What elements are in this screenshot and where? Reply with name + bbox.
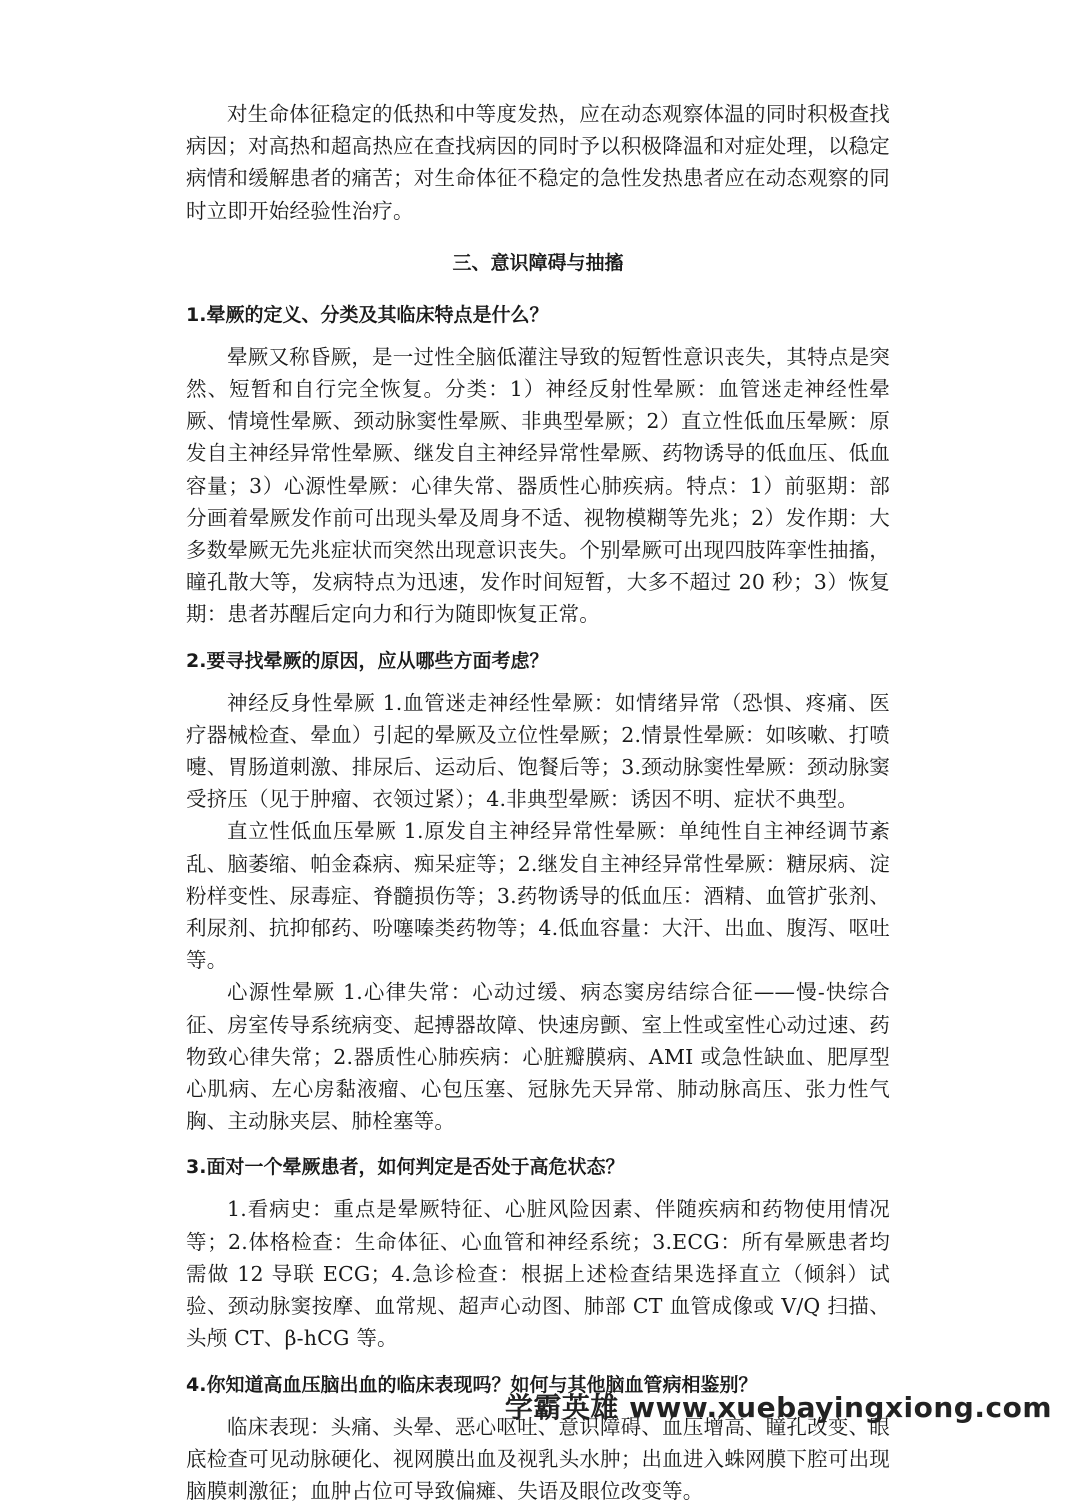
intro-paragraph: 对生命体征稳定的低热和中等度发热，应在动态观察体温的同时积极查找病因；对高热和超高热应在查找病因的同时予以积极降温和对症处理，以稳定病情和缓解患者的痛苦；对生命体征不稳定的急性发热患者应在动态观察的同时立即开始经验性治疗。	[186, 98, 890, 227]
question-3-answer: 1.看病史：重点是晕厥特征、心脏风险因素、伴随疾病和药物使用情况等；2.体格检查：生命体征、心血管和神经系统；3.ECG：所有晕厥患者均需做 12 导联 ECG；4.急诊检查：根据上述检查结果选择直立（倾斜）试验、颈动脉窦按摩、血常规、超声心动图、肺部 CT 血管成像或 V/Q 扫描、头颅 CT、β-hCG 等。	[186, 1193, 890, 1354]
question-3-title: 3.面对一个晕厥患者，如何判定是否处于高危状态？	[186, 1151, 890, 1183]
question-4-answer: 临床表现：头痛、头晕、恶心呕吐、意识障碍、血压增高、瞳孔改变、眼底检查可见动脉硬化、视网膜出血及视乳头水肿；出血进入蛛网膜下腔可出现脑膜刺激征；血肿占位可导致偏瘫、失语及眼位改变等。	[186, 1411, 890, 1507]
site-watermark: 学霸英雄 www.xuebayingxiong.com	[505, 1386, 1052, 1426]
question-2-answer-orthostatic: 直立性低血压晕厥 1.原发自主神经异常性晕厥：单纯性自主神经调节紊乱、脑萎缩、帕金森病、痴呆症等；2.继发自主神经异常性晕厥：糖尿病、淀粉样变性、尿毒症、脊髓损伤等；3.药物诱导的低血压：酒精、血管扩张剂、利尿剂、抗抑郁药、吩噻嗪类药物等；4.低血容量：大汗、出血、腹泻、呕吐等。	[186, 815, 890, 976]
question-2-title: 2.要寻找晕厥的原因，应从哪些方面考虑？	[186, 645, 890, 677]
question-1-answer: 晕厥又称昏厥，是一过性全脑低灌注导致的短暂性意识丧失，其特点是突然、短暂和自行完全恢复。分类：1）神经反射性晕厥：血管迷走神经性晕厥、情境性晕厥、颈动脉窦性晕厥、非典型晕厥；2）直立性低血压晕厥：原发自主神经异常性晕厥、继发自主神经异常性晕厥、药物诱导的低血压、低血容量；3）心源性晕厥：心律失常、器质性心肺疾病。特点：1）前驱期：部分画着晕厥发作前可出现头晕及周身不适、视物模糊等先兆；2）发作期：大多数晕厥无先兆症状而突然出现意识丧失。个别晕厥可出现四肢阵挛性抽搐，瞳孔散大等，发病特点为迅速，发作时间短暂，大多不超过 20 秒；3）恢复期：患者苏醒后定向力和行为随即恢复正常。	[186, 341, 890, 631]
question-4-title: 4.你知道高血压脑出血的临床表现吗？如何与其他脑血管病相鉴别？	[186, 1369, 890, 1401]
question-1-title: 1.晕厥的定义、分类及其临床特点是什么？	[186, 299, 890, 331]
question-2-answer-cardiac: 心源性晕厥 1.心律失常：心动过缓、病态窦房结综合征——慢-快综合征、房室传导系统病变、起搏器故障、快速房颤、室上性或室性心动过速、药物致心律失常；2.器质性心肺疾病：心脏瓣膜病、AMI 或急性缺血、肥厚型心肌病、左心房黏液瘤、心包压塞、冠脉先天异常、肺动脉高压、张力性气胸、主动脉夹层、肺栓塞等。	[186, 976, 890, 1137]
question-2-answer-neural: 神经反身性晕厥 1.血管迷走神经性晕厥：如情绪异常（恐惧、疼痛、医疗器械检查、晕血）引起的晕厥及立位性晕厥；2.情景性晕厥：如咳嗽、打喷嚏、胃肠道刺激、排尿后、运动后、饱餐后等；3.颈动脉窦性晕厥：颈动脉窦受挤压（见于肿瘤、衣领过紧）；4.非典型晕厥：诱因不明、症状不典型。	[186, 687, 890, 816]
document-page	[186, 98, 890, 1507]
section-title: 三、意识障碍与抽搐	[186, 247, 890, 279]
